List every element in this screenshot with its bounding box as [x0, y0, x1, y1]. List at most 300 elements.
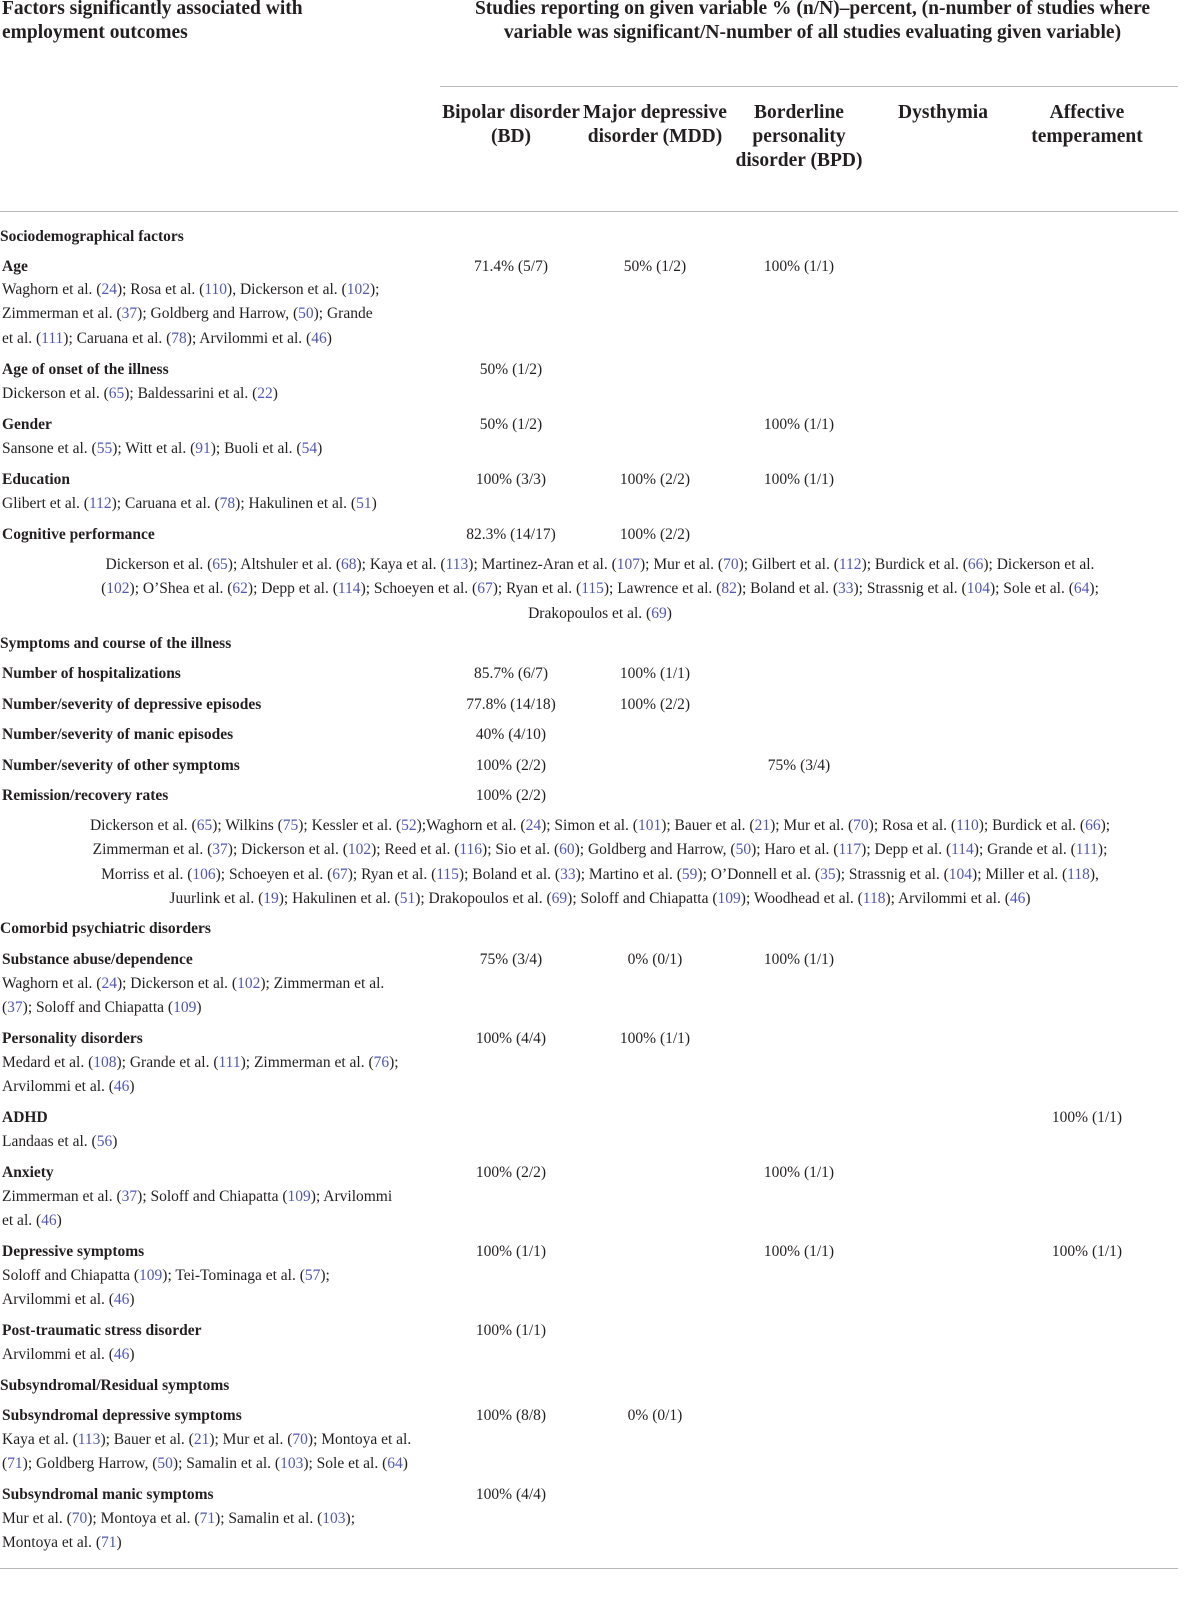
citation-number[interactable]: 91 [195, 440, 211, 457]
reference-text: ); Tei-Tominaga et al. ( [162, 1267, 305, 1284]
citation-number[interactable]: 114 [337, 580, 361, 598]
row-label: Number/severity of manic episodes [2, 726, 234, 743]
citation-number[interactable]: 103 [280, 1455, 304, 1473]
value-bd: 40% (4/10) [475, 726, 547, 743]
row-label: Age of onset of the illness [2, 361, 169, 378]
value-bpd: 100% (1/1) [763, 951, 835, 968]
citation-number[interactable]: 37 [212, 841, 228, 859]
citation-number[interactable]: 108 [93, 1054, 117, 1071]
references [2, 437, 442, 461]
reference-text: ); Mur et al. ( [209, 1431, 293, 1448]
citation-number[interactable]: 118 [862, 889, 886, 907]
reference-line [2, 1209, 442, 1233]
citation-number[interactable]: 70 [71, 1510, 88, 1527]
citation-number[interactable]: 115 [581, 580, 604, 598]
reference-text: ); Burdick et al. ( [978, 817, 1086, 834]
reference-text: Waghorn et al. ( [2, 975, 102, 992]
table-bottom-rule [0, 1568, 1178, 1569]
reference-text: ); Martino et al. ( [575, 865, 682, 883]
reference-text: ); Bauer et al. ( [100, 1431, 194, 1448]
citation-number[interactable]: 64 [1073, 580, 1090, 598]
reference-text: Montoya et al. ( [2, 1534, 102, 1552]
citation-number[interactable]: 54 [301, 440, 318, 457]
citation-number[interactable]: 70 [853, 817, 869, 834]
reference-text: ); Mur et al. ( [770, 817, 854, 834]
reference-line [2, 1185, 442, 1209]
reference-text: ); Strassnig et al. ( [835, 865, 949, 883]
citation-number[interactable]: 71 [101, 1534, 117, 1552]
reference-text: ); Sole et al. ( [989, 580, 1074, 598]
citation-number[interactable]: 37 [121, 305, 138, 323]
value-bpd: 100% (1/1) [763, 416, 835, 433]
citation-number[interactable]: 46 [113, 1346, 130, 1363]
citation-number[interactable]: 67 [332, 865, 348, 883]
reference-text: ( [101, 580, 107, 598]
value-bd: 77.8% (14/18) [466, 696, 556, 713]
reference-text: ); Grande et al. ( [116, 1054, 219, 1071]
value-affective: 100% (1/1) [1051, 1109, 1123, 1126]
row-label: Remission/recovery rates [2, 787, 169, 804]
reference-text: Kaya et al. ( [2, 1431, 78, 1448]
citation-number[interactable]: 55 [96, 440, 113, 457]
reference-text: ) [272, 385, 278, 402]
row-label: ADHD [2, 1109, 48, 1126]
value-mdd: 100% (1/1) [619, 665, 691, 682]
row-label: Number of hospitalizations [2, 665, 181, 682]
reference-text: ); Wilkins ( [212, 817, 283, 834]
row-label: Number/severity of depressive episodes [2, 696, 262, 713]
reference-text: ( [2, 999, 8, 1017]
reference-text: ), Dickerson et al. ( [227, 281, 347, 298]
reference-text: ); Lawrence et al. ( [603, 580, 722, 598]
reference-text: ); Depp et al. ( [247, 580, 338, 598]
citation-number[interactable]: 116 [459, 841, 483, 859]
value-mdd: 0% (0/1) [627, 951, 683, 968]
reference-line [2, 1264, 442, 1288]
reference-line [0, 863, 1200, 887]
reference-text: ); Schoeyen et al. ( [360, 580, 478, 598]
citation-number[interactable]: 112 [88, 495, 112, 512]
citation-number[interactable]: 37 [7, 999, 23, 1017]
citation-number[interactable]: 24 [525, 817, 542, 834]
reference-text: ); Depp et al. ( [861, 841, 952, 859]
reference-text: Mur et al. ( [2, 1510, 72, 1527]
value-bd: 82.3% (14/17) [466, 526, 556, 543]
reference-text: ); Gilbert et al. ( [738, 556, 839, 573]
citation-number[interactable]: 21 [193, 1431, 210, 1448]
reference-line [2, 437, 442, 461]
citation-number[interactable]: 102 [106, 580, 130, 598]
reference-line [0, 602, 1200, 626]
value-bd: 50% (1/2) [479, 416, 543, 433]
citation-number[interactable]: 102 [346, 281, 370, 298]
reference-text: ); Strassnig et al. ( [853, 580, 967, 598]
reference-text: ); Arvilommi et al. ( [186, 329, 312, 347]
reference-text: ); Goldberg Harrow, ( [22, 1455, 158, 1473]
citation-number[interactable]: 52 [401, 817, 417, 834]
value-bd: 100% (8/8) [475, 1407, 547, 1424]
reference-line [2, 492, 442, 516]
reference-text: ) [112, 1133, 118, 1150]
citation-number[interactable]: 56 [96, 1133, 113, 1150]
reference-text: ); O’Shea et al. ( [129, 580, 233, 598]
reference-text: ) [402, 1455, 408, 1473]
reference-text: ); Simon et al. ( [541, 817, 638, 834]
reference-text: et al. ( [2, 1212, 42, 1230]
citation-number[interactable]: 65 [196, 817, 213, 834]
reference-line [2, 996, 442, 1020]
section-heading: Sociodemographical factors [0, 228, 184, 245]
citation-number[interactable]: 109 [173, 999, 197, 1017]
row-label: Education [2, 471, 71, 488]
reference-text: ) [1025, 889, 1031, 907]
citation-number[interactable]: 46 [1009, 889, 1026, 907]
reference-text: );Waghorn et al. ( [416, 817, 526, 834]
reference-text: ); Witt et al. ( [112, 440, 196, 457]
citation-number[interactable]: 51 [356, 495, 372, 512]
citation-number[interactable]: 109 [139, 1267, 163, 1284]
reference-text: ) [129, 1346, 135, 1363]
row-label: Cognitive performance [2, 526, 155, 543]
value-bd: 100% (1/1) [475, 1322, 547, 1339]
reference-text: Dickerson et al. ( [105, 556, 213, 573]
reference-text: ) [326, 329, 332, 347]
citation-number[interactable]: 110 [204, 281, 228, 298]
row-label: Number/severity of other symptoms [2, 757, 240, 774]
reference-text: Zimmerman et al. ( [2, 305, 122, 323]
reference-text: ); Rosa et al. ( [116, 281, 205, 298]
references [2, 1507, 442, 1556]
row-label: Depressive symptoms [2, 1243, 145, 1260]
reference-line [2, 382, 442, 406]
header-studies-title: Studies reporting on given variable % (n/N)–percent, (n-number of studies where variable was significant/N-number of all studies evaluating given variable) [474, 0, 1151, 43]
reference-text: ); Schoeyen et al. ( [215, 865, 333, 883]
citation-number[interactable]: 60 [559, 841, 575, 859]
value-bd: 100% (2/2) [475, 757, 547, 774]
reference-text: ); Ryan et al. ( [492, 580, 582, 598]
citation-number[interactable]: 69 [651, 604, 667, 622]
citation-number[interactable]: 118 [1067, 865, 1090, 883]
reference-text: ); Boland et al. ( [736, 580, 838, 598]
reference-text: ); Grande et al. ( [973, 841, 1076, 859]
reference-text: ); Dickerson et al. ( [227, 841, 348, 859]
reference-text: Zimmerman et al. ( [92, 841, 213, 859]
reference-text: ); Arvilommi [310, 1188, 393, 1205]
reference-text: ); Boland et al. ( [458, 865, 561, 883]
references [2, 492, 442, 516]
reference-line [0, 814, 1200, 838]
reference-line [2, 278, 442, 302]
reference-text: ); Sole et al. ( [303, 1455, 388, 1473]
citation-number[interactable]: 65 [212, 556, 228, 573]
column-header-bd: Bipolar disorder (BD) [442, 102, 580, 147]
citation-number[interactable]: 70 [292, 1431, 308, 1448]
value-bpd: 100% (1/1) [763, 471, 835, 488]
citation-number[interactable]: 65 [108, 385, 125, 402]
reference-text: Medard et al. ( [2, 1054, 94, 1071]
reference-text: et al. ( [2, 329, 42, 347]
citation-number[interactable]: 71 [199, 1510, 216, 1527]
reference-text: ); Bauer et al. ( [661, 817, 755, 834]
citation-number[interactable]: 110 [956, 817, 979, 834]
reference-text: ) [129, 1291, 135, 1309]
reference-text: ) [317, 440, 323, 457]
reference-text: Juurlink et al. ( [169, 889, 264, 907]
citation-number[interactable]: 68 [341, 556, 357, 573]
column-header-affective: Affective temperament [1031, 102, 1143, 147]
reference-text: ); Buoli et al. ( [210, 440, 302, 457]
citation-number[interactable]: 21 [754, 817, 771, 834]
reference-text: ); Caruana et al. ( [111, 495, 220, 512]
citation-number[interactable]: 24 [101, 281, 117, 298]
value-bd: 50% (1/2) [479, 361, 543, 378]
column-header-dysthymia: Dysthymia [898, 102, 988, 123]
citation-number[interactable]: 111 [218, 1054, 241, 1071]
citation-number[interactable]: 35 [820, 865, 836, 883]
citation-number[interactable]: 78 [219, 495, 236, 512]
reference-text: ); Grande [313, 305, 373, 323]
reference-line [2, 1288, 442, 1312]
citation-number[interactable]: 24 [101, 975, 117, 992]
value-bd: 100% (4/4) [475, 1486, 547, 1503]
citation-number[interactable]: 70 [723, 556, 739, 573]
row-label: Age [2, 258, 28, 275]
reference-text: ); Ryan et al. ( [347, 865, 437, 883]
reference-text: ); Burdick et al. ( [861, 556, 968, 573]
citation-number[interactable]: 33 [560, 865, 576, 883]
reference-text: ); Goldberg and Harrow, ( [137, 305, 299, 323]
reference-line [2, 1343, 442, 1367]
citation-number[interactable]: 82 [721, 580, 737, 598]
reference-text: ); Dickerson et al. [983, 556, 1095, 573]
reference-text: ) [371, 495, 377, 512]
value-bd: 100% (2/2) [475, 1164, 547, 1181]
citation-number[interactable]: 107 [616, 556, 641, 573]
reference-text: ), [1089, 865, 1099, 883]
value-bpd: 100% (1/1) [763, 1164, 835, 1181]
reference-line [0, 887, 1200, 911]
value-bd: 85.7% (6/7) [473, 665, 549, 682]
reference-text: ); Samalin et al. ( [215, 1510, 323, 1527]
reference-text: ); Kessler et al. ( [298, 817, 402, 834]
reference-text: ) [666, 604, 672, 622]
references [2, 1130, 442, 1154]
citation-number[interactable]: 111 [1075, 841, 1098, 859]
reference-text: Zimmerman et al. ( [2, 1188, 122, 1205]
reference-text: Sansone et al. ( [2, 440, 97, 457]
reference-text: ); Hakulinen et al. ( [235, 495, 357, 512]
citation-number[interactable]: 114 [951, 841, 974, 859]
citation-number[interactable]: 113 [445, 556, 469, 573]
citation-number[interactable]: 104 [966, 580, 990, 598]
citation-number[interactable]: 78 [171, 329, 187, 347]
row-label: Substance abuse/dependence [2, 951, 193, 968]
reference-text: ); Samalin et al. ( [172, 1455, 281, 1473]
reference-text: ) [196, 999, 202, 1017]
reference-text: ); Zimmerman et al. ( [240, 1054, 374, 1071]
section-heading: Subsyndromal/Residual symptoms [0, 1377, 230, 1394]
citation-number[interactable]: 103 [322, 1510, 346, 1527]
reference-text: Waghorn et al. ( [2, 281, 102, 298]
citation-number[interactable]: 46 [41, 1212, 57, 1230]
reference-text: Glibert et al. ( [2, 495, 89, 512]
reference-text: ); [1097, 841, 1108, 859]
reference-text: ) [56, 1212, 62, 1230]
citation-number[interactable]: 50 [735, 841, 752, 859]
citation-number[interactable]: 112 [838, 556, 862, 573]
reference-text: Drakopoulos et al. ( [528, 604, 652, 622]
citation-number[interactable]: 113 [77, 1431, 101, 1448]
reference-line [2, 302, 442, 326]
reference-text: ); Miller et al. ( [972, 865, 1068, 883]
value-mdd: 100% (2/2) [619, 696, 691, 713]
citation-number[interactable]: 102 [237, 975, 261, 992]
references [0, 814, 1200, 911]
reference-text: Dickerson et al. ( [2, 385, 109, 402]
reference-text: ); Goldberg and Harrow, ( [574, 841, 736, 859]
reference-line [2, 1507, 442, 1531]
value-mdd: 0% (0/1) [627, 1407, 683, 1424]
value-bd: 71.4% (5/7) [473, 258, 549, 275]
reference-text: ); Zimmerman et al. [260, 975, 385, 992]
citation-number[interactable]: 67 [477, 580, 493, 598]
value-mdd: 100% (1/1) [619, 1030, 691, 1047]
reference-text: ); Dickerson et al. ( [116, 975, 238, 992]
references [2, 382, 442, 406]
reference-text: ); [345, 1510, 355, 1527]
reference-text: ); [320, 1267, 330, 1284]
reference-text: Arvilommi et al. ( [2, 1291, 114, 1309]
reference-line [2, 1452, 442, 1476]
reference-text: ); Soloff and Chiapatta ( [567, 889, 718, 907]
citation-number[interactable]: 101 [637, 817, 662, 834]
citation-number[interactable]: 46 [311, 329, 327, 347]
reference-text: ); Reed et al. ( [371, 841, 460, 859]
reference-text: ); Soloff and Chiapatta ( [137, 1188, 288, 1205]
reference-text: ); [1100, 817, 1111, 834]
header-rule-top [440, 86, 1178, 87]
citation-number[interactable]: 46 [113, 1078, 130, 1096]
column-header-bpd: Borderline personality disorder (BPD) [735, 102, 863, 171]
reference-line [2, 1531, 442, 1555]
citation-number[interactable]: 75 [282, 817, 299, 834]
citation-number[interactable]: 37 [121, 1188, 138, 1205]
citation-number[interactable]: 111 [41, 329, 64, 347]
reference-text: ) [116, 1534, 122, 1552]
citation-number[interactable]: 64 [387, 1455, 403, 1473]
row-label: Subsyndromal manic symptoms [2, 1486, 214, 1503]
reference-text: ); Caruana et al. ( [63, 329, 172, 347]
reference-text: ); [389, 1054, 399, 1071]
citation-number[interactable]: 46 [113, 1291, 130, 1309]
reference-text: ); Haro et al. ( [751, 841, 839, 859]
citation-number[interactable]: 69 [551, 889, 568, 907]
value-bpd: 75% (3/4) [767, 757, 831, 774]
reference-text: ); Martinez-Aran et al. ( [468, 556, 617, 573]
references [2, 1185, 442, 1234]
value-bd: 75% (3/4) [479, 951, 543, 968]
header-factors-title: Factors significantly associated with employment outcomes [2, 0, 303, 43]
citation-number[interactable]: 19 [263, 889, 279, 907]
reference-text: ); Mur et al. ( [640, 556, 724, 573]
citation-number[interactable]: 104 [948, 865, 973, 883]
reference-text: ); Sio et al. ( [482, 841, 560, 859]
value-mdd: 50% (1/2) [623, 258, 687, 275]
reference-text: ); Kaya et al. ( [356, 556, 446, 573]
citation-number[interactable]: 33 [838, 580, 854, 598]
value-bd: 100% (1/1) [475, 1243, 547, 1260]
references [2, 278, 442, 351]
reference-text: ); [369, 281, 380, 298]
reference-text: ); Baldessarini et al. ( [124, 385, 258, 402]
reference-line [0, 577, 1200, 601]
citation-number[interactable]: 102 [347, 841, 372, 859]
references [2, 1264, 442, 1313]
row-label: Personality disorders [2, 1030, 143, 1047]
value-bpd: 100% (1/1) [763, 258, 835, 275]
citation-number[interactable]: 66 [967, 556, 984, 573]
reference-line [2, 1075, 442, 1099]
citation-number[interactable]: 22 [257, 385, 273, 402]
citation-number[interactable]: 109 [717, 889, 741, 907]
references [2, 1428, 442, 1477]
citation-number[interactable]: 71 [7, 1455, 23, 1473]
reference-text: ); O’Donnell et al. ( [697, 865, 821, 883]
reference-text: ); Rosa et al. ( [868, 817, 957, 834]
citation-number[interactable]: 62 [232, 580, 248, 598]
reference-text: Arvilommi et al. ( [2, 1346, 114, 1363]
row-label: Post-traumatic stress disorder [2, 1322, 202, 1339]
citation-number[interactable]: 115 [436, 865, 459, 883]
citation-number[interactable]: 106 [192, 865, 216, 883]
citation-number[interactable]: 109 [287, 1188, 311, 1205]
citation-number[interactable]: 50 [298, 305, 314, 323]
citation-number[interactable]: 50 [157, 1455, 173, 1473]
reference-text: ); Montoya et al. [307, 1431, 412, 1448]
reference-text: Dickerson et al. ( [89, 817, 197, 834]
header-rule-bottom [0, 211, 1178, 212]
reference-text: Soloff and Chiapatta ( [2, 1267, 140, 1284]
reference-line [2, 1130, 442, 1154]
value-bd: 100% (4/4) [475, 1030, 547, 1047]
column-header-mdd: Major depressive disorder (MDD) [583, 102, 727, 147]
reference-line [2, 327, 442, 351]
citation-number[interactable]: 66 [1085, 817, 1101, 834]
reference-text: ) [129, 1078, 135, 1096]
citation-number[interactable]: 59 [681, 865, 698, 883]
citation-number[interactable]: 57 [304, 1267, 321, 1284]
section-heading: Comorbid psychiatric disorders [0, 920, 211, 937]
citation-number[interactable]: 51 [399, 889, 416, 907]
reference-line [2, 972, 442, 996]
citation-number[interactable]: 76 [373, 1054, 390, 1071]
value-bpd: 100% (1/1) [763, 1243, 835, 1260]
reference-text: ( [2, 1455, 8, 1473]
reference-text: ); Altshuler et al. ( [227, 556, 342, 573]
citation-number[interactable]: 117 [838, 841, 862, 859]
row-label: Anxiety [2, 1164, 54, 1181]
reference-text: Arvilommi et al. ( [2, 1078, 114, 1096]
reference-line [0, 838, 1200, 862]
reference-text: ); Arvilommi et al. ( [885, 889, 1010, 907]
value-affective: 100% (1/1) [1051, 1243, 1123, 1260]
reference-text: ); Woodhead et al. ( [740, 889, 863, 907]
reference-line [2, 1051, 442, 1075]
references [0, 553, 1200, 626]
reference-text: ); Hakulinen et al. ( [278, 889, 400, 907]
reference-text: ); Montoya et al. ( [87, 1510, 200, 1527]
reference-text: ); Drakopoulos et al. ( [415, 889, 552, 907]
